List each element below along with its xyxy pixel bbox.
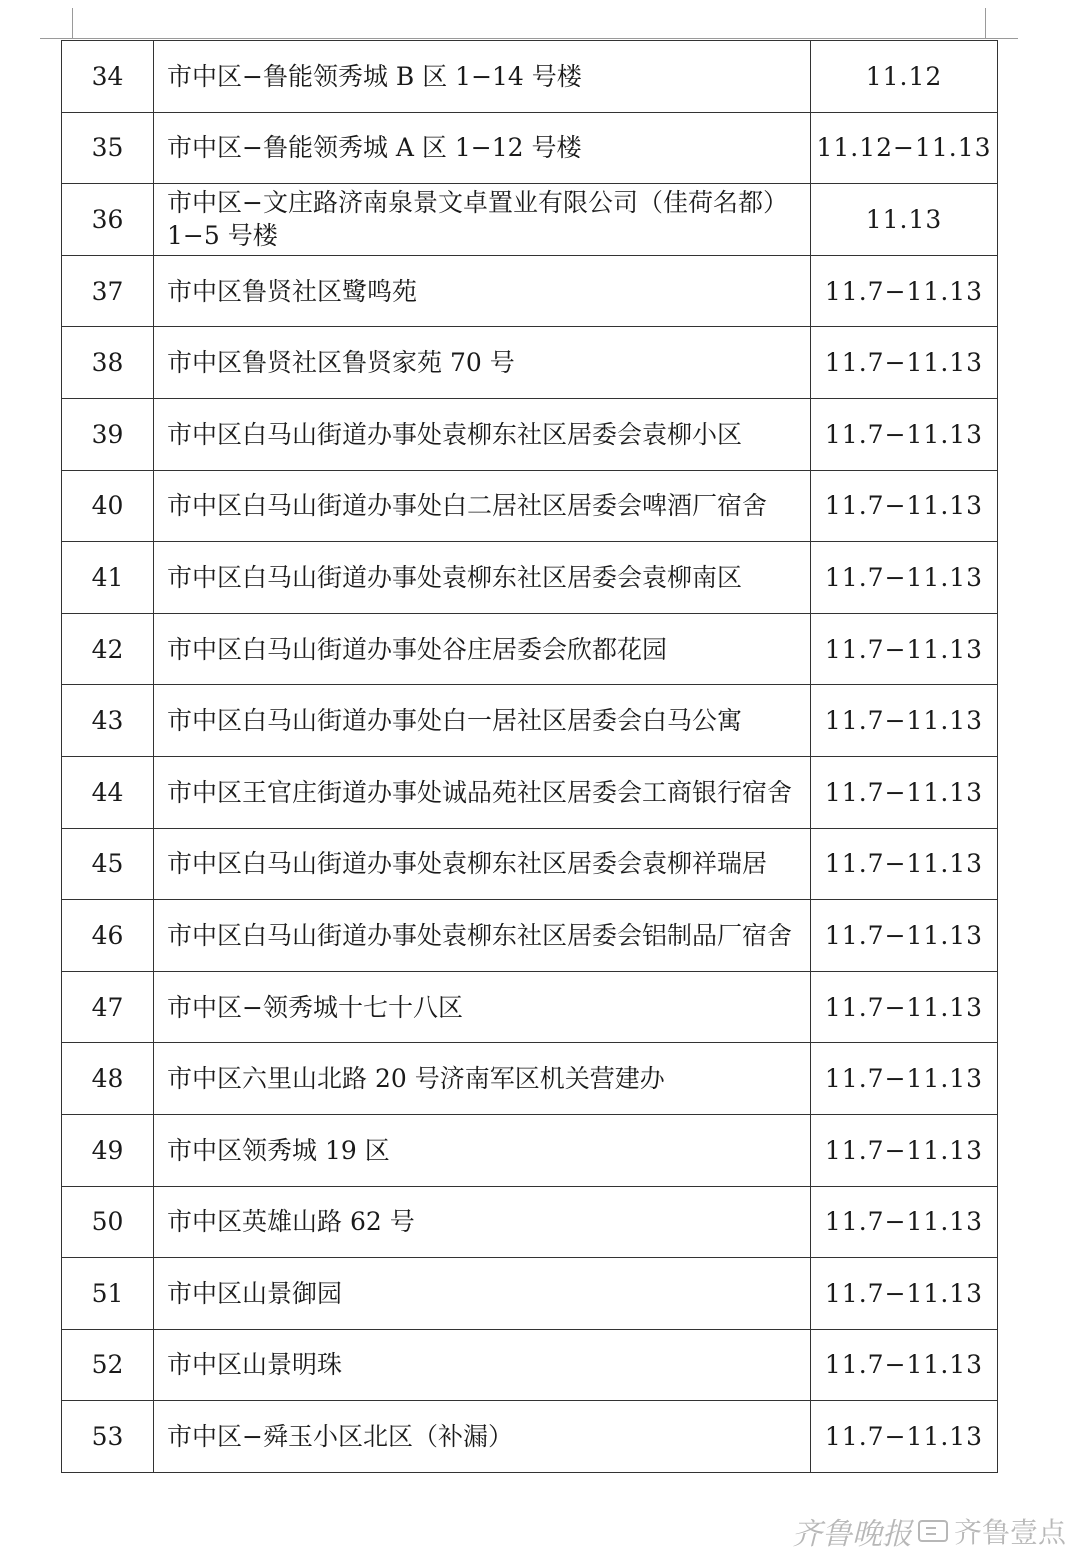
row-number: 52: [62, 1329, 154, 1401]
row-number: 41: [62, 542, 154, 614]
page-top-line: [40, 38, 1018, 39]
table-row: [62, 1186, 998, 1258]
table-row: [62, 685, 998, 757]
table-row: [62, 1258, 998, 1330]
row-date: 11.7−11.13: [811, 1043, 998, 1115]
table-row: [62, 613, 998, 685]
locations-table: [61, 40, 998, 1473]
row-location: 市中区−鲁能领秀城 B 区 1−14 号楼: [154, 41, 811, 113]
table-row: [62, 184, 998, 256]
table-row: [62, 327, 998, 399]
table-row: [62, 112, 998, 184]
row-date: 11.13: [811, 184, 998, 256]
row-number: 38: [62, 327, 154, 399]
table-row: [62, 255, 998, 327]
table-row: [62, 900, 998, 972]
watermark-logo-text: 齐鲁晚报: [791, 1517, 912, 1552]
table-row: [62, 971, 998, 1043]
row-number: 34: [62, 41, 154, 113]
table-row: [62, 1401, 998, 1473]
row-location: 市中区山景御园: [154, 1258, 811, 1330]
table-row: [62, 756, 998, 828]
row-number: 45: [62, 828, 154, 900]
row-number: 46: [62, 900, 154, 972]
row-location: 市中区山景明珠: [154, 1329, 811, 1401]
table-row: [62, 542, 998, 614]
table-row: [62, 828, 998, 900]
crop-mark-left: [72, 8, 73, 38]
row-date: 11.7−11.13: [811, 542, 998, 614]
row-date: 11.7−11.13: [811, 398, 998, 470]
row-number: 37: [62, 255, 154, 327]
row-date: 11.7−11.13: [811, 756, 998, 828]
row-number: 43: [62, 685, 154, 757]
row-number: 53: [62, 1401, 154, 1473]
row-date: 11.7−11.13: [811, 828, 998, 900]
row-location: 市中区白马山街道办事处白二居社区居委会啤酒厂宿舍: [154, 470, 811, 542]
table-row: [62, 398, 998, 470]
watermark: [792, 1509, 1066, 1553]
row-location: 市中区英雄山路 62 号: [154, 1186, 811, 1258]
row-location: 市中区王官庄街道办事处诚品苑社区居委会工商银行宿舍: [154, 756, 811, 828]
row-location: 市中区−鲁能领秀城 A 区 1−12 号楼: [154, 112, 811, 184]
table-row: [62, 41, 998, 113]
row-location: 市中区白马山街道办事处袁柳东社区居委会袁柳祥瑞居: [154, 828, 811, 900]
watermark-name-text: 齐鲁壹点: [953, 1516, 1066, 1549]
table-row: [62, 1329, 998, 1401]
row-date: 11.12−11.13: [811, 112, 998, 184]
row-date: 11.7−11.13: [811, 900, 998, 972]
row-number: 40: [62, 470, 154, 542]
row-date: 11.7−11.13: [811, 971, 998, 1043]
row-number: 35: [62, 112, 154, 184]
row-date: 11.7−11.13: [811, 327, 998, 399]
row-location: 市中区六里山北路 20 号济南军区机关营建办: [154, 1043, 811, 1115]
row-number: 36: [62, 184, 154, 256]
table-row: [62, 470, 998, 542]
crop-mark-right: [985, 8, 986, 38]
row-location: 市中区白马山街道办事处袁柳东社区居委会袁柳南区: [154, 542, 811, 614]
row-number: 51: [62, 1258, 154, 1330]
row-location: 市中区白马山街道办事处袁柳东社区居委会袁柳小区: [154, 398, 811, 470]
row-date: 11.7−11.13: [811, 1186, 998, 1258]
row-location: 市中区白马山街道办事处谷庄居委会欣都花园: [154, 613, 811, 685]
row-number: 39: [62, 398, 154, 470]
row-location: 市中区−文庄路济南泉景文卓置业有限公司（佳荷名都）1−5 号楼: [154, 184, 811, 256]
row-location: 市中区−领秀城十七十八区: [154, 971, 811, 1043]
row-date: 11.7−11.13: [811, 1114, 998, 1186]
row-location: 市中区−舜玉小区北区（补漏）: [154, 1401, 811, 1473]
table-row: [62, 1043, 998, 1115]
row-date: 11.7−11.13: [811, 1329, 998, 1401]
row-location: 市中区白马山街道办事处袁柳东社区居委会铝制品厂宿舍: [154, 900, 811, 972]
row-location: 市中区白马山街道办事处白一居社区居委会白马公寓: [154, 685, 811, 757]
row-number: 47: [62, 971, 154, 1043]
row-date: 11.7−11.13: [811, 613, 998, 685]
table-row: [62, 1114, 998, 1186]
row-location: 市中区鲁贤社区鹭鸣苑: [154, 255, 811, 327]
row-number: 50: [62, 1186, 154, 1258]
row-date: 11.7−11.13: [811, 470, 998, 542]
row-number: 48: [62, 1043, 154, 1115]
row-number: 44: [62, 756, 154, 828]
row-date: 11.7−11.13: [811, 255, 998, 327]
row-date: 11.7−11.13: [811, 685, 998, 757]
row-number: 49: [62, 1114, 154, 1186]
row-location: 市中区鲁贤社区鲁贤家苑 70 号: [154, 327, 811, 399]
row-date: 11.7−11.13: [811, 1401, 998, 1473]
row-date: 11.12: [811, 41, 998, 113]
tv-icon: [918, 1520, 948, 1542]
row-location: 市中区领秀城 19 区: [154, 1114, 811, 1186]
row-date: 11.7−11.13: [811, 1258, 998, 1330]
row-number: 42: [62, 613, 154, 685]
